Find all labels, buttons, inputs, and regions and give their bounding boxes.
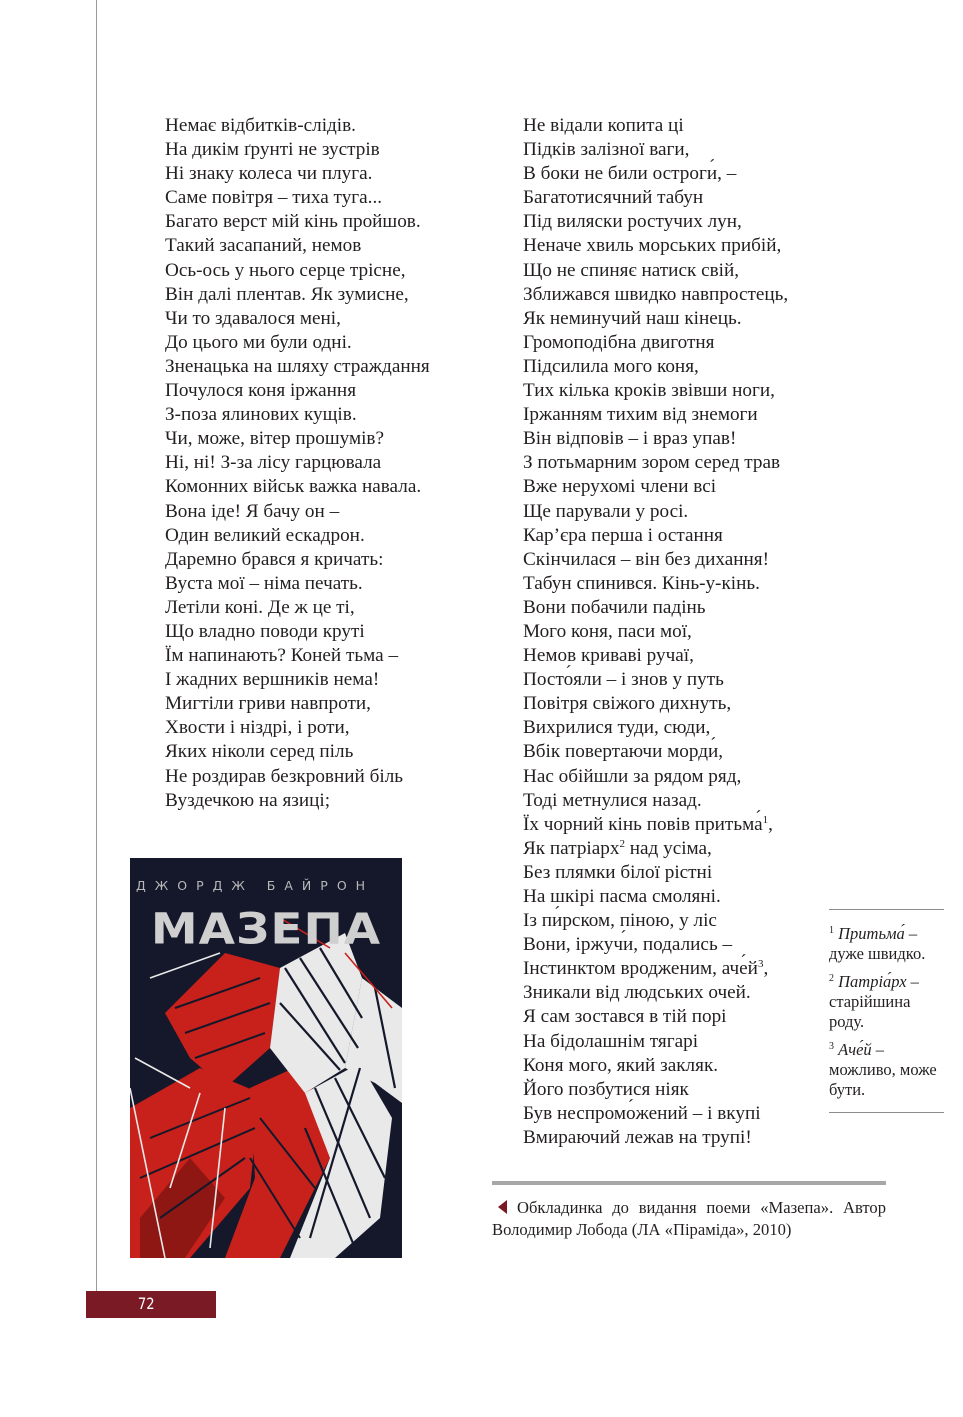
- poem-line: Мигтіли гриви навпроти,: [165, 693, 371, 715]
- poem-line: Вмираючий лежав на трупі!: [523, 1126, 752, 1148]
- poem-line: Саме повітря – тиха туга...: [165, 187, 383, 209]
- poem-line: Що не спиняє натиск свій,: [523, 259, 740, 281]
- poem-line: Зближався швидко навпростець,: [523, 283, 789, 305]
- poem-line: Табун спинився. Кінь-у-кінь.: [523, 572, 760, 594]
- poem-line: Ні, ні! З-за лісу гарцювала: [165, 452, 382, 474]
- poem-line: Вбік повертаючи морди ´,: [523, 740, 788, 764]
- poem-line: Під виляски ростучих лун,: [523, 211, 742, 233]
- page-number: 72: [138, 1294, 155, 1313]
- footnotes-box: [829, 909, 944, 1113]
- poem-line: Підсилила мого коня,: [523, 355, 699, 377]
- caption-arrow-icon: [498, 1200, 507, 1214]
- book-cover-image: [130, 858, 402, 1258]
- poem-line: І жадних вершників нема!: [165, 669, 380, 691]
- poem-line: Багато верст мій кінь пройшов.: [165, 211, 421, 233]
- poem-line: Вони, іржучи ´, подались –: [523, 933, 788, 957]
- poem-line: Багатотисячний табун: [523, 187, 704, 209]
- caption-text: Обкладинка до видання поеми «Мазепа». Автор Володимир Лобода (ЛА «Піраміда», 2010): [492, 1198, 886, 1239]
- poem-line: В боки не били остроги ´, –: [523, 162, 788, 186]
- poem-line: Комонних військ важка навала.: [165, 476, 422, 498]
- poem-column-left: [165, 114, 430, 813]
- poem-line: Їх чорний кінь повів притьма ´$^1$,: [523, 813, 788, 837]
- footnote-ref: 2: [619, 837, 625, 850]
- poem-line: Скінчилася – він без дихання!: [523, 548, 769, 570]
- footnote-ref: 3: [757, 958, 764, 971]
- poem-line: Їм напинають? Коней тьма –: [165, 645, 399, 667]
- poem-line: Даремно брався я кричать:: [165, 548, 384, 570]
- cover-title: МАЗЕПА: [150, 904, 382, 955]
- poem-line: Мого коня, паси мої,: [523, 620, 692, 642]
- poem-line: Він далі плентав. Як зумисне,: [165, 283, 409, 305]
- poem-line: На бідолашнім тягарі: [523, 1030, 699, 1052]
- footnote-ref: 1: [762, 813, 769, 826]
- poem-line: Тоді метнулися назад.: [523, 789, 702, 811]
- poem-line: З потьмарним зором серед трав: [523, 452, 781, 474]
- poem-line: Зникали від людських очей.: [523, 982, 751, 1004]
- poem-line: На шкірі пасма смоляні.: [523, 886, 721, 907]
- poem-line: Вихрилися туди, сюди,: [523, 717, 711, 739]
- poem-column-right: [523, 114, 788, 1150]
- poem-line: Почулося коня іржання: [165, 380, 357, 402]
- poem-line: З-поза ялинових кущів.: [165, 404, 357, 426]
- image-caption: [492, 1197, 886, 1240]
- poem-line: Зненацька на шляху страждання: [165, 355, 430, 377]
- poem-line: Такий засапаний, немов: [165, 235, 362, 257]
- poem-line: До цього ми були одні.: [165, 331, 352, 353]
- poem-line: Без плямки білої рістні: [523, 861, 713, 883]
- poem-line: Коня мого, який закляк.: [523, 1054, 719, 1076]
- poem-line: Чи, може, вітер прошумів?: [165, 428, 385, 450]
- poem-line: Неначе хвиль морських прибій,: [523, 235, 782, 257]
- footnote: $^1$ Притьма́ – дуже швидко.: [829, 924, 926, 963]
- poem-line: Як неминучий наш кінець.: [523, 307, 742, 329]
- poem-line: Летіли коні. Де ж це ті,: [165, 596, 355, 618]
- poem-line: Нас обійшли за рядом ряд,: [523, 765, 742, 787]
- poem-line: Не роздирав безкровний біль: [165, 765, 404, 787]
- poem-line: На дикім ґрунті не зустрів: [165, 139, 380, 161]
- poem-line: Чи то здавалося мені,: [165, 307, 341, 329]
- margin-rule: [96, 0, 97, 1310]
- poem-line: Один великий ескадрон.: [165, 524, 365, 546]
- poem-line: Підків залізної ваги,: [523, 139, 690, 161]
- footnote: $^2$ Патріа́рх – старійшина роду.: [829, 972, 919, 1031]
- poem-line: Вуста мої – німа печать.: [165, 572, 363, 594]
- poem-line: Іржанням тихим від знемоги: [523, 404, 758, 426]
- caption-rule: [492, 1181, 886, 1185]
- poem-line: Повітря свіжого дихнуть,: [523, 693, 732, 715]
- poem-line: Немов криваві ручаї,: [523, 645, 694, 667]
- poem-line: Що владно поводи круті: [165, 620, 365, 642]
- poem-line: Із пи ´рском, піною, у ліс: [523, 909, 788, 933]
- poem-line: Я сам зостався в тій порі: [523, 1006, 727, 1028]
- poem-line: Посто ´яли – і знов у путь: [523, 668, 788, 692]
- poem-line: Вуздечкою на язиці;: [165, 789, 331, 811]
- cover-author: ДЖОРДЖ БАЙРОН: [136, 878, 375, 893]
- footnote: $^3$ Аче́й – можливо, може бути.: [829, 1040, 937, 1099]
- poem-line: Вона іде! Я бачу он –: [165, 500, 340, 522]
- poem-line: Ось-ось у нього серце трісне,: [165, 259, 406, 281]
- poem-line: Був неспромо ´жений – і вкупі: [523, 1102, 788, 1126]
- poem-line: Як патріарх$^2$ над усіма,: [523, 837, 712, 859]
- page-number-tab: [86, 1291, 216, 1318]
- poem-line: Він відповів – і враз упав!: [523, 428, 737, 450]
- poem-line: Його позбутися ніяк: [523, 1078, 689, 1100]
- poem-line: Хвости і ніздрі, і роти,: [165, 717, 350, 739]
- poem-line: Вже нерухомі члени всі: [523, 476, 717, 498]
- poem-line: Ні знаку колеса чи плуга.: [165, 163, 373, 185]
- poem-line: Ще парували у росі.: [523, 500, 689, 522]
- poem-line: Інстинктом вродженим, аче $´й^3$,: [523, 957, 788, 981]
- poem-line: Громоподібна двиготня: [523, 331, 715, 353]
- poem-line: Тих кілька кроків звівши ноги,: [523, 380, 775, 402]
- poem-line: Немає відбитків-слідів.: [165, 115, 356, 136]
- poem-line: Яких ніколи серед піль: [165, 741, 354, 763]
- poem-line: Кар’єра перша і остання: [523, 524, 723, 546]
- poem-line: Вони побачили падінь: [523, 596, 706, 618]
- poem-line: Не відали копита ці: [523, 115, 684, 136]
